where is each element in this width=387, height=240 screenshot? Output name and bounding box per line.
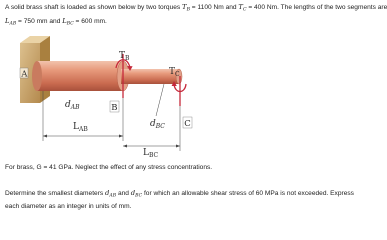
label-lab: $L_{AB}$ xyxy=(73,122,88,133)
problem-statement: A solid brass shaft is loaded as shown below by two torques $T_B = 1100$ Nm and $T_C = 400$ Nm. The lengths of the two segments are $L_{AB} = 750$ mm and $L_{BC} = 600$ mm. xyxy=(5,3,387,26)
length-bc-symbol: $L_{BC}$ xyxy=(62,16,74,26)
shaft-segment-ab xyxy=(32,61,129,91)
label-a-box xyxy=(20,68,28,80)
label-dab: $d_{AB}$ xyxy=(65,100,80,111)
diameter-bc-symbol: $d_{BC}$ xyxy=(130,189,143,199)
torque-b-symbol: $T_B$ xyxy=(182,3,190,13)
label-dbc: $d_{BC}$ xyxy=(150,119,165,130)
material-note: For brass, G = 41 GPa. Neglect the effect of any stress concentrations. xyxy=(5,164,213,171)
label-c-box xyxy=(183,117,192,129)
label-lbc: $L_{BC}$ xyxy=(143,148,159,159)
label-c: C xyxy=(184,119,191,129)
length-ab-symbol: $L_{AB}$ xyxy=(5,16,17,26)
label-a: A xyxy=(21,69,28,80)
torque-c-symbol: $T_C$ xyxy=(238,3,247,13)
task-statement: Determine the smallest diameters $d_{AB}$ and $d_{BC}$ for which an allowable shear stress of 60 MPa is not exceeded. Express each diameter as an integer in units of mm. xyxy=(5,189,354,210)
dbc-leader xyxy=(156,84,164,116)
label-tc: $T_C$ xyxy=(169,67,180,78)
label-tb: $T_B$ xyxy=(119,51,130,62)
dimension-lines xyxy=(43,84,180,151)
label-b: B xyxy=(111,103,118,113)
dimension-arrowheads xyxy=(43,135,180,148)
diameter-ab-symbol: $d_{AB}$ xyxy=(105,189,117,199)
label-b-box xyxy=(110,101,119,113)
